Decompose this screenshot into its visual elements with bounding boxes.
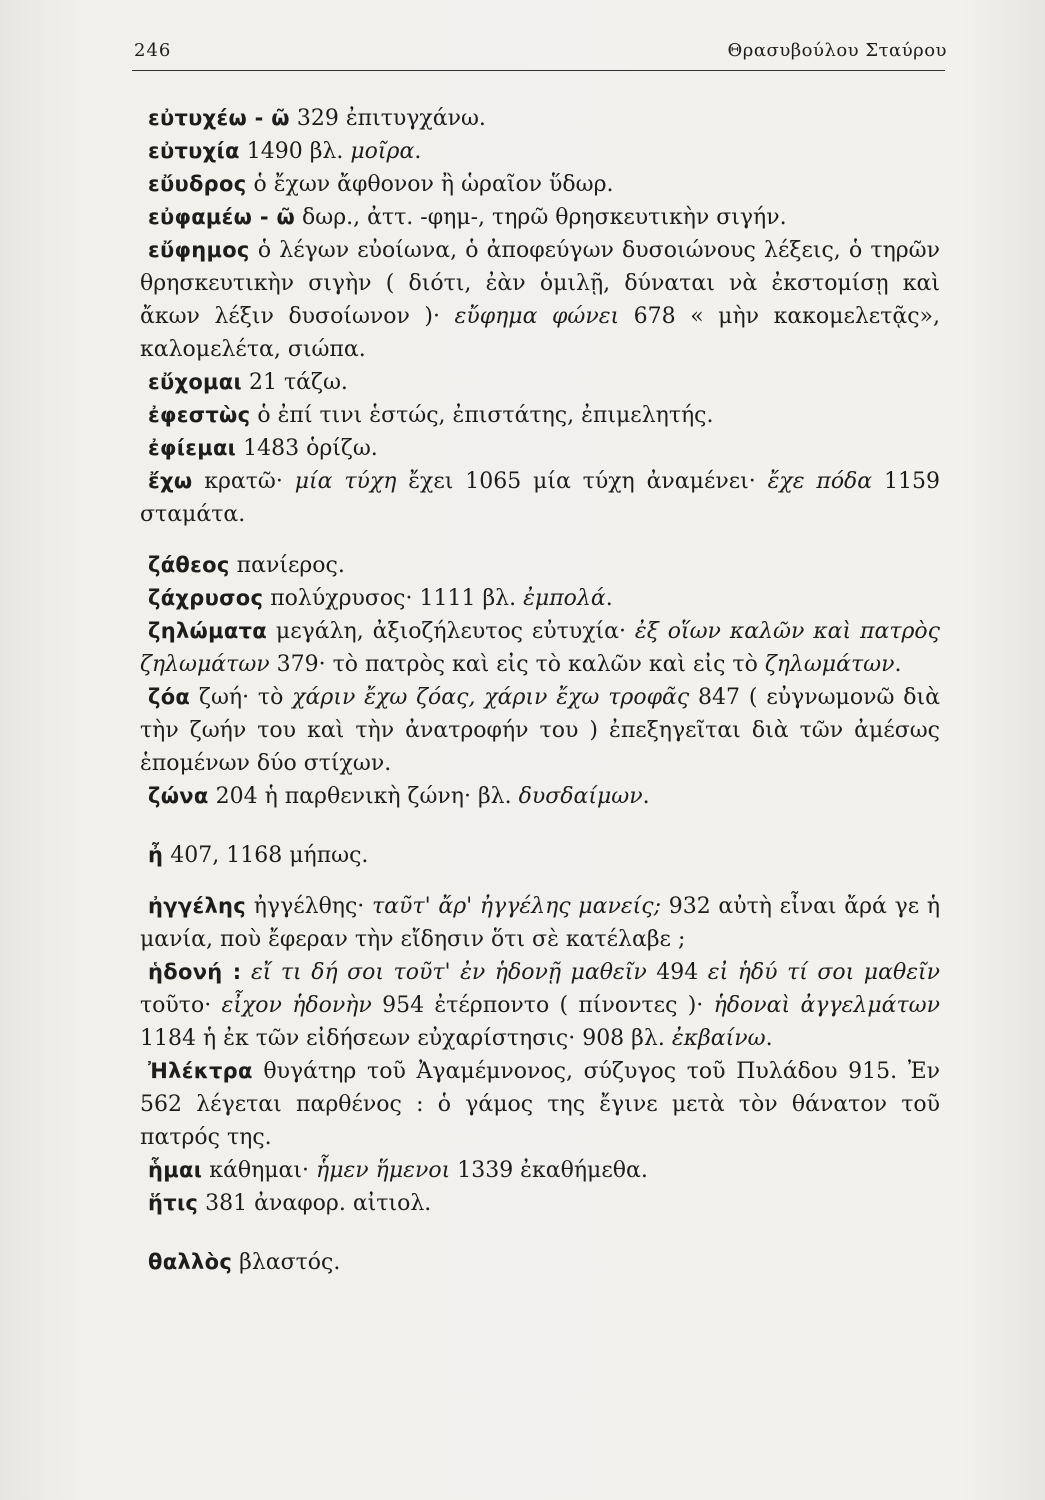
entry-lemma: ἦ <box>148 843 164 867</box>
entry-text: . <box>414 139 422 164</box>
entry-text: . <box>765 1026 773 1051</box>
entry-text: μεγάλη, ἀξιοζήλευτος εὐτυχία· <box>267 619 635 644</box>
glossary-entry <box>140 549 940 582</box>
entry-lemma: ζώνα <box>148 784 209 808</box>
entry-text: 847 ( εὐγνωμονῶ διὰ τὴν ζωήν του καὶ τὴν ἀνατροφήν του ) ἐπεξηγεῖται διὰ τῶν ἀμέσως ἑπομένων δύο στίχων. <box>140 685 940 776</box>
entry-lemma: ἧμαι <box>148 1158 203 1182</box>
entry-text: 21 τάζω. <box>242 370 348 395</box>
entry-lemma: Ἠλέκτρα <box>148 1059 253 1083</box>
entry-lemma: ἥτις <box>148 1191 199 1215</box>
entry-text: κάθημαι· <box>202 1158 317 1183</box>
entry-text: ἠγγέλθης· <box>246 894 373 919</box>
entry-text: 204 ἡ παρθενικὴ ζώνη· βλ. <box>208 784 519 809</box>
entry-quote: ἧμεν ἥμενοι <box>316 1158 451 1183</box>
glossary-entry <box>140 234 940 366</box>
entry-lemma: εὐφαμέω - ῶ <box>148 205 296 229</box>
glossary-entries <box>140 102 940 1279</box>
glossary-entry <box>140 1246 940 1279</box>
entry-quote: ἐκβαίνω <box>671 1026 766 1051</box>
entry-lemma: ζηλώματα <box>148 619 268 643</box>
entry-text: πολύχρυσος· 1111 βλ. <box>263 586 524 611</box>
page-number: 246 <box>134 40 172 61</box>
glossary-entry <box>140 615 940 681</box>
entry-lemma: εὔυδρος <box>148 172 247 196</box>
entry-text: 329 ἐπιτυγχάνω. <box>289 106 486 131</box>
entry-lemma: θαλλὸς <box>148 1250 233 1274</box>
entry-lemma: ζάχρυσος <box>148 586 264 610</box>
entry-text: . <box>642 784 650 809</box>
glossary-entry <box>140 1154 940 1187</box>
entry-lemma: ἐφίεμαι <box>148 436 237 460</box>
entry-quote: ζηλωμάτων <box>764 652 895 677</box>
entry-quote: ταῦτ' ἄρ' ἠγγέλης μανείς; <box>372 894 661 919</box>
entry-quote: ἔχε πόδα <box>767 469 873 494</box>
page-header <box>132 36 945 71</box>
entry-text: ὁ λέγων εὐοίωνα, ὁ ἀποφεύγων δυσοιώνους λέξεις, ὁ τηρῶν θρησκευτικὴν σιγὴν ( διότι, ἐὰν ὁμιλῇ, δύναται νὰ ἐκστομίσῃ καὶ ἄκων λέξιν δυσοίωνον )· <box>140 238 940 329</box>
entry-quote: ἐμπολά <box>523 586 606 611</box>
entry-text: 379· τὸ πατρὸς καὶ εἰς τὸ καλῶν καὶ εἰς τὸ <box>269 652 765 677</box>
entry-text: 407, 1168 μήπως. <box>163 843 369 868</box>
entry-quote: ἡδοναὶ ἀγγελμάτων <box>713 993 940 1018</box>
entry-text <box>241 960 251 985</box>
entry-lemma: ἠγγέλης <box>148 894 247 918</box>
entry-quote: μοῖρα <box>350 139 415 164</box>
glossary-entry <box>140 399 940 432</box>
entry-quote: δυσδαίμων <box>518 784 643 809</box>
entry-text: πανίερος. <box>229 553 345 578</box>
glossary-entry <box>140 890 940 956</box>
entry-lemma: εὔφημος <box>148 238 250 262</box>
entry-text: ὁ ἔχων ἄφθονον ἢ ὡραῖον ὕδωρ. <box>246 172 614 197</box>
glossary-entry <box>140 582 940 615</box>
glossary-entry <box>140 201 940 234</box>
glossary-entry <box>140 135 940 168</box>
entry-lemma: εὐτυχία <box>148 139 240 163</box>
entry-quote: μία τύχη <box>294 469 397 494</box>
entry-quote: ἐξ οἵων καλῶν καὶ πατρὸς ζηλωμάτων <box>140 619 940 677</box>
entry-text: 954 ἐτέρποντο ( πίνοντες )· <box>371 993 714 1018</box>
entry-text: 1483 ὁρίζω. <box>236 436 378 461</box>
entry-lemma: εὐτυχέω - ῶ <box>148 106 290 130</box>
glossary-entry <box>140 168 940 201</box>
entry-text: ὁ ἐπί τινι ἑστώς, ἐπιστάτης, ἐπιμελητής. <box>250 403 714 428</box>
entry-lemma: εὔχομαι <box>148 370 243 394</box>
entry-text: τοῦτο· <box>140 993 222 1018</box>
entry-quote: εὔφημα φώνει <box>454 304 620 329</box>
entry-text: 932 αὐτὴ εἶναι ἄρά γε ἡ μανία, ποὺ ἔφεραν τὴν εἴδησιν ὅτι σὲ κατέλαβε ; <box>140 894 941 952</box>
glossary-entry <box>140 839 940 872</box>
glossary-entry <box>140 780 940 813</box>
entry-text: ζωή· τὸ <box>190 685 293 710</box>
entry-quote: εἰ ἡδύ τί σοι μαθεῖν <box>707 960 941 985</box>
entry-lemma: ἐφεστὼς <box>148 403 251 427</box>
entry-quote: εἴ τι δή σοι τοῦτ' ἐν ἡδονῇ μαθεῖν <box>250 960 647 985</box>
glossary-entry <box>140 956 940 1055</box>
entry-text: δωρ., ἀττ. -φημ-, τηρῶ θρησκευτικὴν σιγήν. <box>295 205 787 230</box>
entry-text: βλαστός. <box>232 1250 341 1275</box>
entry-lemma: ἡδονή : <box>148 960 242 984</box>
entry-text: 1184 ἡ ἐκ τῶν εἰδήσεων εὐχαρίστησις· 908 βλ. <box>140 1026 672 1051</box>
entry-text: . <box>894 652 902 677</box>
entry-text: 1490 βλ. <box>239 139 351 164</box>
entry-text: θυγάτηρ τοῦ Ἀγαμέμνονος, σύζυγος τοῦ Πυλάδου 915. Ἐν 562 λέγεται παρθένος : ὁ γάμος της ἔγινε μετὰ τὸν θάνατον τοῦ πατρός της. <box>140 1059 940 1150</box>
entry-lemma: ἔχω <box>148 469 193 493</box>
entry-quote: εἶχον ἡδονὴν <box>221 993 372 1018</box>
glossary-entry <box>140 1187 940 1220</box>
entry-lemma: ζάθεος <box>148 553 230 577</box>
glossary-entry <box>140 102 940 135</box>
glossary-entry <box>140 366 940 399</box>
entry-text: 1159 σταμάτα. <box>140 469 940 527</box>
entry-text: 1339 ἐκαθήμεθα. <box>450 1158 648 1183</box>
entry-text: 678 « μὴν κακομελετᾷς», καλομελέτα, σιώπα. <box>140 304 941 362</box>
entry-text: . <box>605 586 613 611</box>
glossary-entry <box>140 681 940 780</box>
entry-text: 494 <box>646 960 708 985</box>
entry-lemma: ζόα <box>148 685 191 709</box>
running-title: Θρασυβούλου Σταύρου <box>727 40 947 61</box>
entry-text: ἔχει 1065 μία τύχη ἀναμένει· <box>396 469 768 494</box>
entry-text: 381 ἀναφορ. αἰτιολ. <box>198 1191 432 1216</box>
glossary-entry <box>140 432 940 465</box>
entry-text: κρατῶ· <box>192 469 295 494</box>
entry-quote: χάριν ἔχω ζόας, χάριν ἔχω τροφᾶς <box>292 685 690 710</box>
glossary-entry <box>140 465 940 531</box>
glossary-entry <box>140 1055 940 1154</box>
